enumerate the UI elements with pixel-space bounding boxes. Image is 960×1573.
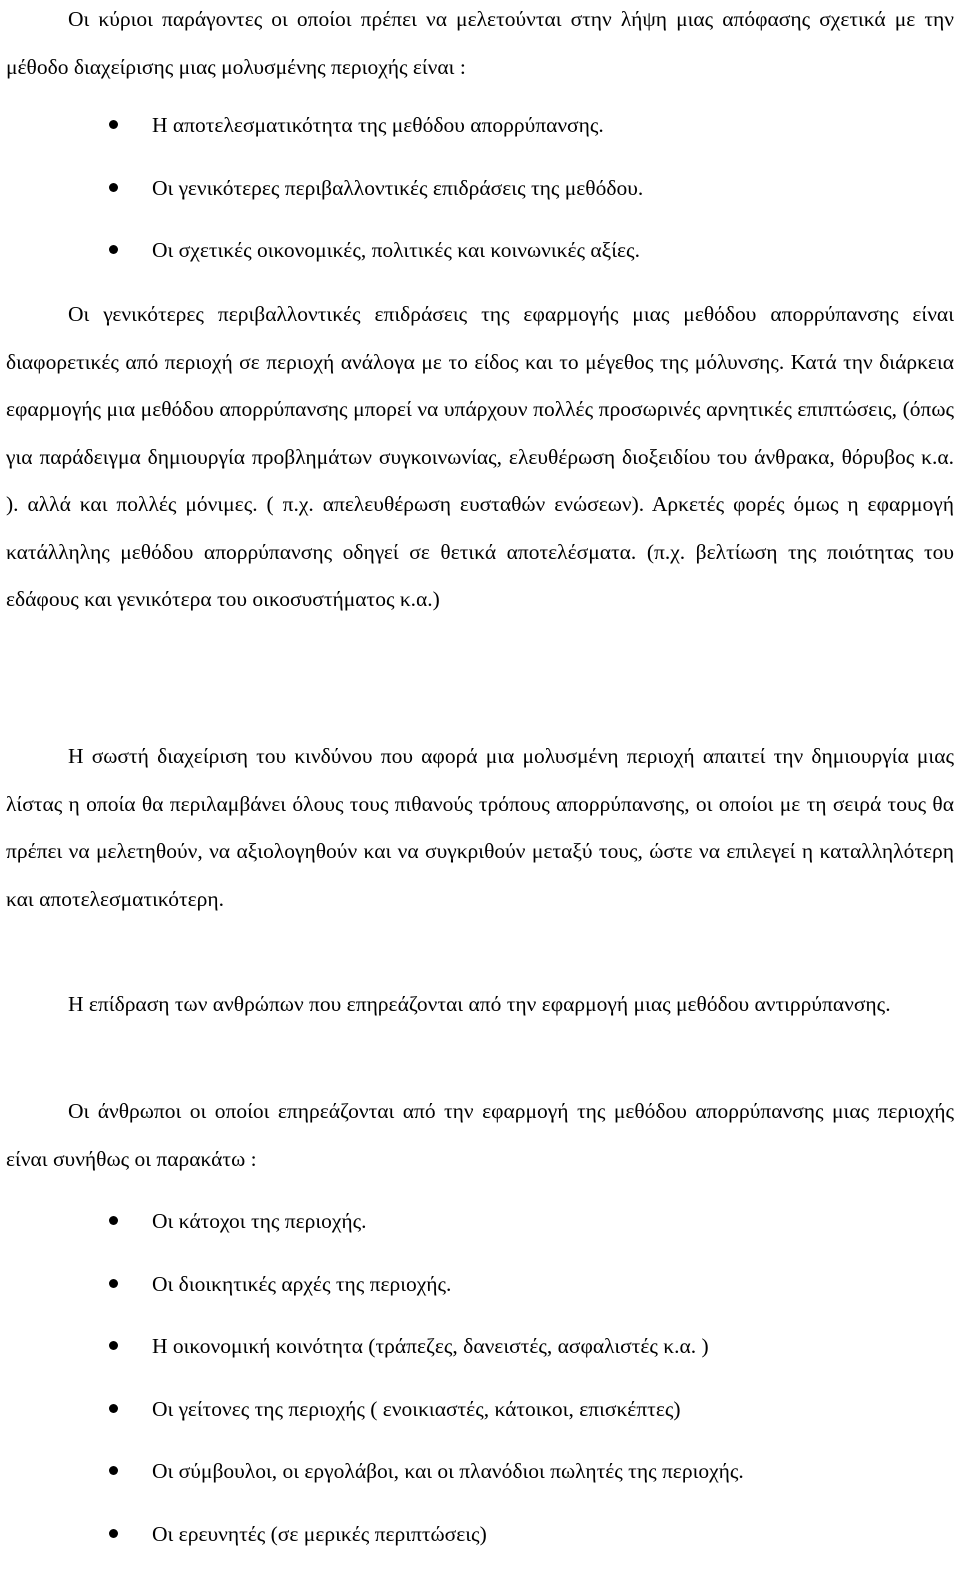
list-item bbox=[0, 227, 960, 290]
list-item-text: Η οικονομική κοινότητα (τράπεζες, δανειστές, ασφαλιστές κ.α. ) bbox=[152, 1323, 709, 1369]
impact-paragraph: Η επίδραση των ανθρώπων που επηρεάζονται από την εφαρμογή μιας μεθόδου αντιρρύπανσης. bbox=[6, 981, 954, 1029]
risk-management-paragraph: Η σωστή διαχείριση του κινδύνου που αφορά μια μολυσμένη περιοχή απαιτεί την δημιουργία μιας λίστας η οποία θα περιλαμβάνει όλους τους πιθανούς τρόπους απορρύπανσης, οι οποίοι με τη σειρά τους θα πρέπει να μελετηθούν, να αξιολογηθούν και να συγκριθούν μεταξύ τους, ώστε να επιλεγεί η καταλληλότερη και αποτελεσματικότερη. bbox=[6, 733, 954, 923]
affected-groups-list bbox=[0, 1198, 960, 1573]
bullet-icon bbox=[109, 1279, 118, 1288]
bullet-icon bbox=[109, 1529, 118, 1538]
effects-paragraph: Οι γενικότερες περιβαλλοντικές επιδράσεις της εφαρμογής μιας μεθόδου απορρύπανσης είναι διαφορετικές από περιοχή σε περιοχή ανάλογα με το είδος και το μέγεθος της μόλυνσης. Κατά την διάρκεια εφαρμογής μια μεθόδου απορρύπανσης μπορεί να υπάρχουν πολλές προσωρινές αρνητικές επιπτώσεις, (όπως για παράδειγμα δημιουργία προβλημάτων συγκοινωνίας, ελευθέρωση διοξειδίου του άνθρακα, θόρυβος κ.α. ). αλλά και πολλές μόνιμες. ( π.χ. απελευθέρωση ευσταθών ενώσεων). Αρκετές φορές όμως η εφαρμογή κατάλληλης μεθόδου απορρύπανσης οδηγεί σε θετικά αποτελέσματα. (π.χ. βελτίωση της ποιότητας του εδάφους και γενικότερα του οικοσυστήματος κ.α.) bbox=[6, 291, 954, 624]
list-item-text: Οι γενικότερες περιβαλλοντικές επιδράσεις της μεθόδου. bbox=[152, 165, 643, 211]
list-item-text: Οι διοικητικές αρχές της περιοχής. bbox=[152, 1261, 451, 1307]
list-item bbox=[0, 1386, 960, 1449]
bullet-icon bbox=[109, 1216, 118, 1225]
list-item-text: Οι γείτονες της περιοχής ( ενοικιαστές, κάτοικοι, επισκέπτες) bbox=[152, 1386, 681, 1432]
list-item bbox=[0, 102, 960, 165]
bullet-icon bbox=[109, 183, 118, 192]
list-item-text: Η αποτελεσματικότητα της μεθόδου απορρύπανσης. bbox=[152, 102, 604, 148]
list-item bbox=[0, 1323, 960, 1386]
list-item bbox=[0, 1448, 960, 1511]
list-item-text: Οι κάτοχοι της περιοχής. bbox=[152, 1198, 367, 1244]
factors-list bbox=[0, 102, 960, 290]
list-item-text: Οι σχετικές οικονομικές, πολιτικές και κοινωνικές αξίες. bbox=[152, 227, 640, 273]
list-item-text: Οι ερευνητές (σε μερικές περιπτώσεις) bbox=[152, 1511, 487, 1557]
intro-paragraph: Οι κύριοι παράγοντες οι οποίοι πρέπει να μελετούνται στην λήψη μιας απόφασης σχετικά με την μέθοδο διαχείρισης μιας μολυσμένης περιοχής είναι : bbox=[6, 0, 954, 91]
bullet-icon bbox=[109, 120, 118, 129]
bullet-icon bbox=[109, 1404, 118, 1413]
list-item bbox=[0, 1511, 960, 1573]
bullet-icon bbox=[109, 1466, 118, 1475]
list-item bbox=[0, 1261, 960, 1324]
list-item bbox=[0, 1198, 960, 1261]
affected-people-paragraph: Οι άνθρωποι οι οποίοι επηρεάζονται από την εφαρμογή της μεθόδου απορρύπανσης μιας περιοχής είναι συνήθως οι παρακάτω : bbox=[6, 1088, 954, 1183]
list-item bbox=[0, 165, 960, 228]
list-item-text: Οι σύμβουλοι, οι εργολάβοι, και οι πλανόδιοι πωλητές της περιοχής. bbox=[152, 1448, 744, 1494]
bullet-icon bbox=[109, 245, 118, 254]
bullet-icon bbox=[109, 1341, 118, 1350]
